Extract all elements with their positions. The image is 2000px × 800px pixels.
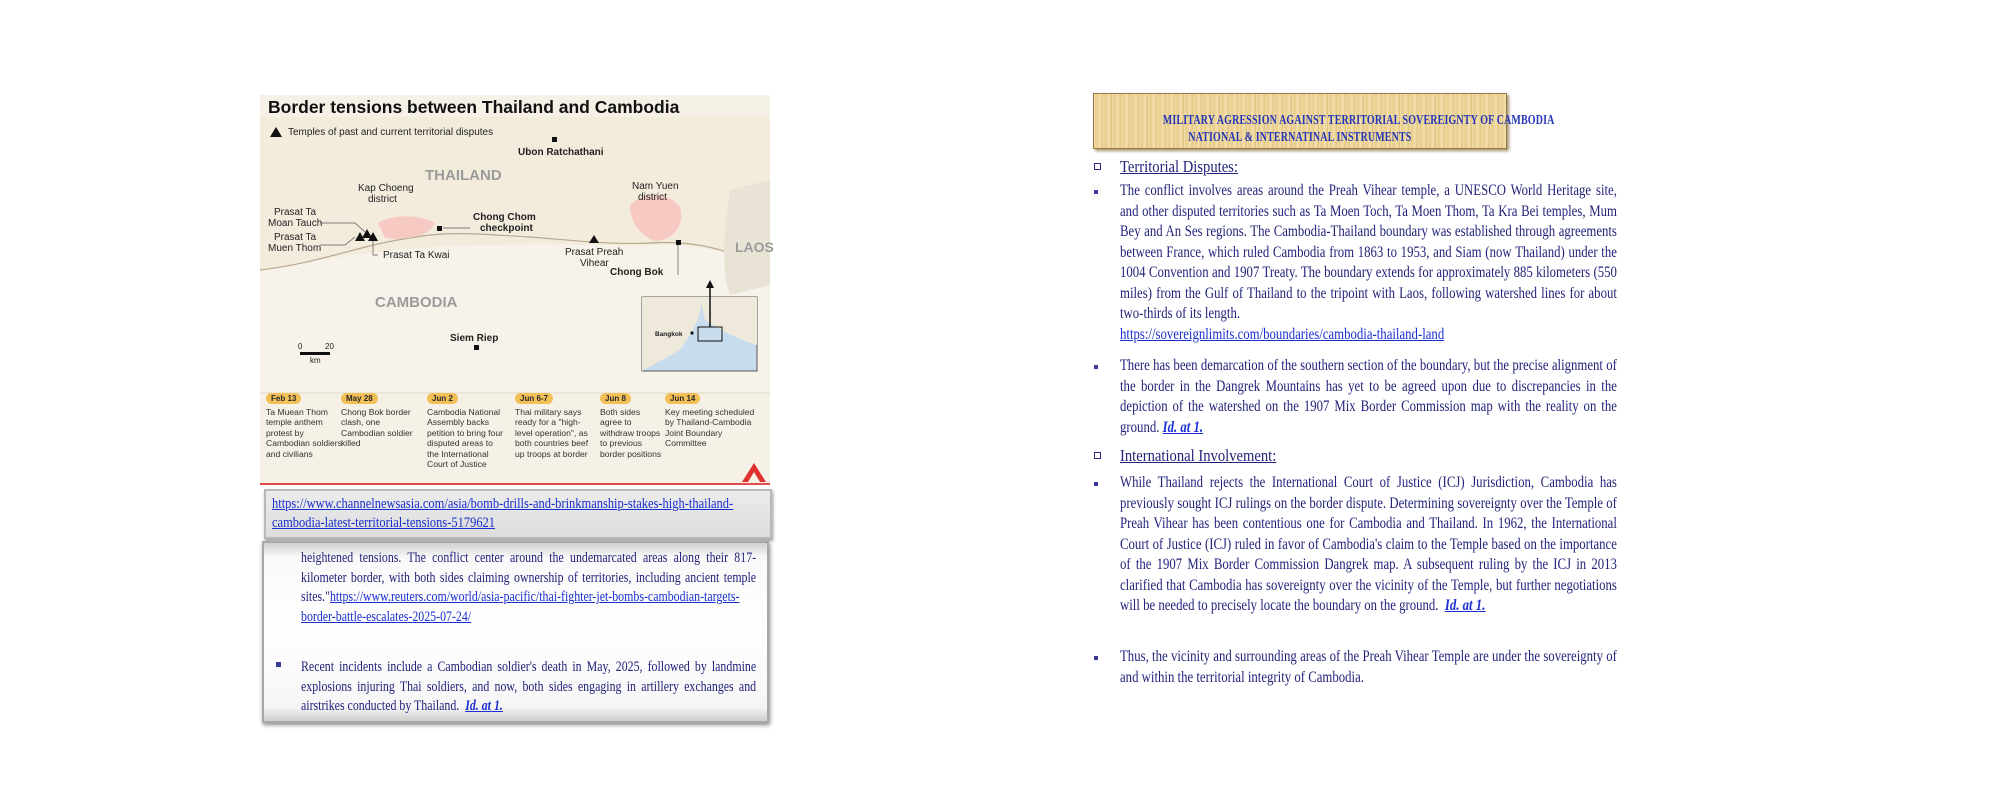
label-kap-choeng: Kap Choeng district <box>358 183 414 205</box>
map-legend: Temples of past and current territorial disputes <box>288 127 494 138</box>
timeline-text: Both sides agree to withdraw troops to previous border positions <box>600 407 662 459</box>
label-ubon: Ubon Ratchathani <box>518 147 604 158</box>
scale-twenty: 20 <box>325 342 334 351</box>
timeline-text: Thai military says ready for a "high-level operation", as both countries beef up troops at border <box>515 407 589 459</box>
bullet-icon <box>1094 190 1098 194</box>
bullet-icon <box>1094 656 1098 660</box>
timeline-text: Ta Muean Thom temple anthem protest by Cambodian soldiers and civilians <box>266 407 342 459</box>
label-ta-kwai: Prasat Ta Kwai <box>383 250 450 261</box>
international-paragraph-1 <box>1120 473 1617 617</box>
timeline-item <box>665 393 765 449</box>
timeline-item <box>427 393 505 469</box>
label-bangkok: Bangkok <box>655 331 683 338</box>
timeline-item <box>600 393 662 459</box>
banner-text <box>1094 111 1555 145</box>
bullet-icon <box>1094 482 1098 486</box>
territorial-reference-link[interactable]: Id. at 1. <box>1162 418 1204 436</box>
cna-logo-icon <box>742 463 766 482</box>
label-muen-thom: Prasat Ta Muen Thom <box>268 232 322 254</box>
ubon-marker <box>552 137 557 142</box>
timeline-date: Jun 2 <box>427 393 458 404</box>
incident-text: Recent incidents include a Cambodian soldier's death in May, 2025, followed by landmine explosions injuring Thai soldiers, and now, both sides engaging in artillery exchanges and airstrikes conducted by Thailand. <box>301 659 757 715</box>
label-moan-tauch: Prasat Ta Moan Tauch <box>268 207 323 229</box>
timeline-date: Jun 6-7 <box>515 393 553 404</box>
bullet-icon <box>276 662 281 667</box>
bullet-icon <box>1094 365 1098 369</box>
map-source-box <box>264 489 772 539</box>
international-text-1: While Thailand rejects the International Court of Justice (ICJ) Jurisdiction, Cambodia has previously sought ICJ rulings on the border dispute. Determining sovereignty over the Temple of Preah Vihear has been contentious one for Cambodia and Thailand. In 1962, the International Court of Justice (ICJ) ruled in favor of Cambodia's claim to the Temple based on the importance of the 1907 Mix Border Commission Dangrek map. A subsequent ruling by the ICJ in 2013 clarified that Cambodia has sovereignty over the vicinity of the Temple, but further negotiations will be needed to precisely locate the boundary on the ground. <box>1120 474 1617 614</box>
label-preah-vihear: Prasat Preah Vihear <box>565 247 624 269</box>
timeline-date: Jun 8 <box>600 393 631 404</box>
incident-reference-link[interactable]: Id. at 1. <box>465 698 503 715</box>
label-cambodia: CAMBODIA <box>375 294 458 311</box>
label-laos: LAOS <box>735 239 774 255</box>
label-chong-bok: Chong Bok <box>610 267 664 278</box>
banner-line-1: MILITARY AGRESSION AGAINST TERRITORIAL SOVEREIGNTY OF CAMBODIA <box>1162 112 1555 127</box>
timeline-date: Jun 14 <box>665 393 700 404</box>
incident-paragraph <box>301 658 756 717</box>
label-siem-riep: Siem Riep <box>450 333 499 344</box>
territorial-text-1: The conflict involves areas around the Preah Vihear temple, a UNESCO World Heritage site, and other disputed territories such as Ta Moen Toch, Ta Moen Thom, Ta Kra Bei temples, Mum Bey and An Ses regions. The Cambodia-Thailand boundary was established through agreements between France, which ruled Cambodia from 1863 to 1953, and Siam (now Thailand) under the 1004 Convention and 1907 Treaty. The boundary extends for approximately 885 kilometers (550 miles) from the Gulf of Thailand to the tripoint with Laos, following watershed lines for about two-thirds of its length. <box>1120 182 1617 322</box>
territorial-paragraph-2 <box>1120 356 1617 438</box>
scale-bar <box>300 352 330 355</box>
timeline-item <box>515 393 593 459</box>
map-title: Border tensions between Thailand and Cambodia <box>268 97 680 117</box>
label-chong-chom: Chong Chom checkpoint <box>473 212 536 234</box>
reuters-link[interactable]: https://www.reuters.com/world/asia-pacific/thai-fighter-jet-bombs-cambodian-targets-border-battle-escalates-2025-07-24/ <box>301 589 740 625</box>
timeline-item <box>341 393 419 449</box>
section-bullet-icon <box>1094 452 1101 459</box>
section-bullet-icon <box>1094 163 1101 170</box>
timeline-text: Key meeting scheduled by Thailand-Cambodia Joint Boundary Committee <box>665 407 755 449</box>
label-nam-yuen: Nam Yuen district <box>632 181 679 203</box>
timeline-date: May 28 <box>341 393 378 404</box>
territorial-paragraph-1 <box>1120 181 1617 345</box>
label-thailand: THAILAND <box>425 167 502 184</box>
timeline-text: Cambodia National Assembly backs petition to bring four disputed areas to the International Court of Justice <box>427 407 503 470</box>
territorial-text-2: There has been demarcation of the southern section of the boundary, but the precise alignment of the border in the Dangrek Mountains has yet to be agreed upon due to discrepancies in the depiction of the watershed on the 1907 Mix Border Commission map with the reality on the ground. <box>1120 357 1617 436</box>
timeline-date: Feb 13 <box>266 393 301 404</box>
heading-international-involvement: International Involvement: <box>1120 446 1277 465</box>
international-reference-link[interactable]: Id. at 1. <box>1444 597 1486 614</box>
chong-bok-marker <box>676 240 681 245</box>
international-paragraph-2: Thus, the vicinity and surrounding areas of the Preah Vihear Temple are under the sovereignty of and within the territorial integrity of Cambodia. <box>1120 648 1617 686</box>
banner-line-2: NATIONAL & INTERNATINAL INSTRUMENTS <box>1188 129 1412 144</box>
map-source-link[interactable]: https://www.channelnewsasia.com/asia/bomb-drills-and-brinkmanship-stakes-high-thailand-cambodia-latest-territorial-tensions-5179621 <box>272 496 734 531</box>
scale-unit: km <box>310 356 321 365</box>
bangkok-marker <box>690 331 693 334</box>
reuters-paragraph <box>301 549 756 627</box>
left-text-box <box>262 541 769 723</box>
scale-zero: 0 <box>298 342 303 351</box>
timeline-item <box>266 393 344 459</box>
heading-territorial-disputes: Territorial Disputes: <box>1120 157 1238 176</box>
map-bottom-rule <box>260 483 770 485</box>
reuters-text: heightened tensions. The conflict center around the undemarcated areas along their 817-kilometer border, with both sides claiming ownership of territories, including ancient temple sites." <box>301 550 757 606</box>
timeline-text: Chong Bok border clash, one Cambodian soldier killed <box>341 407 413 449</box>
slide-title-banner <box>1093 93 1555 149</box>
siem-riep-marker <box>474 345 479 350</box>
chong-chom-marker <box>437 226 442 231</box>
laos-area <box>724 180 770 295</box>
sovereignlimits-link[interactable]: https://sovereignlimits.com/boundaries/cambodia-thailand-land <box>1120 325 1445 343</box>
border-tensions-map <box>260 95 774 485</box>
